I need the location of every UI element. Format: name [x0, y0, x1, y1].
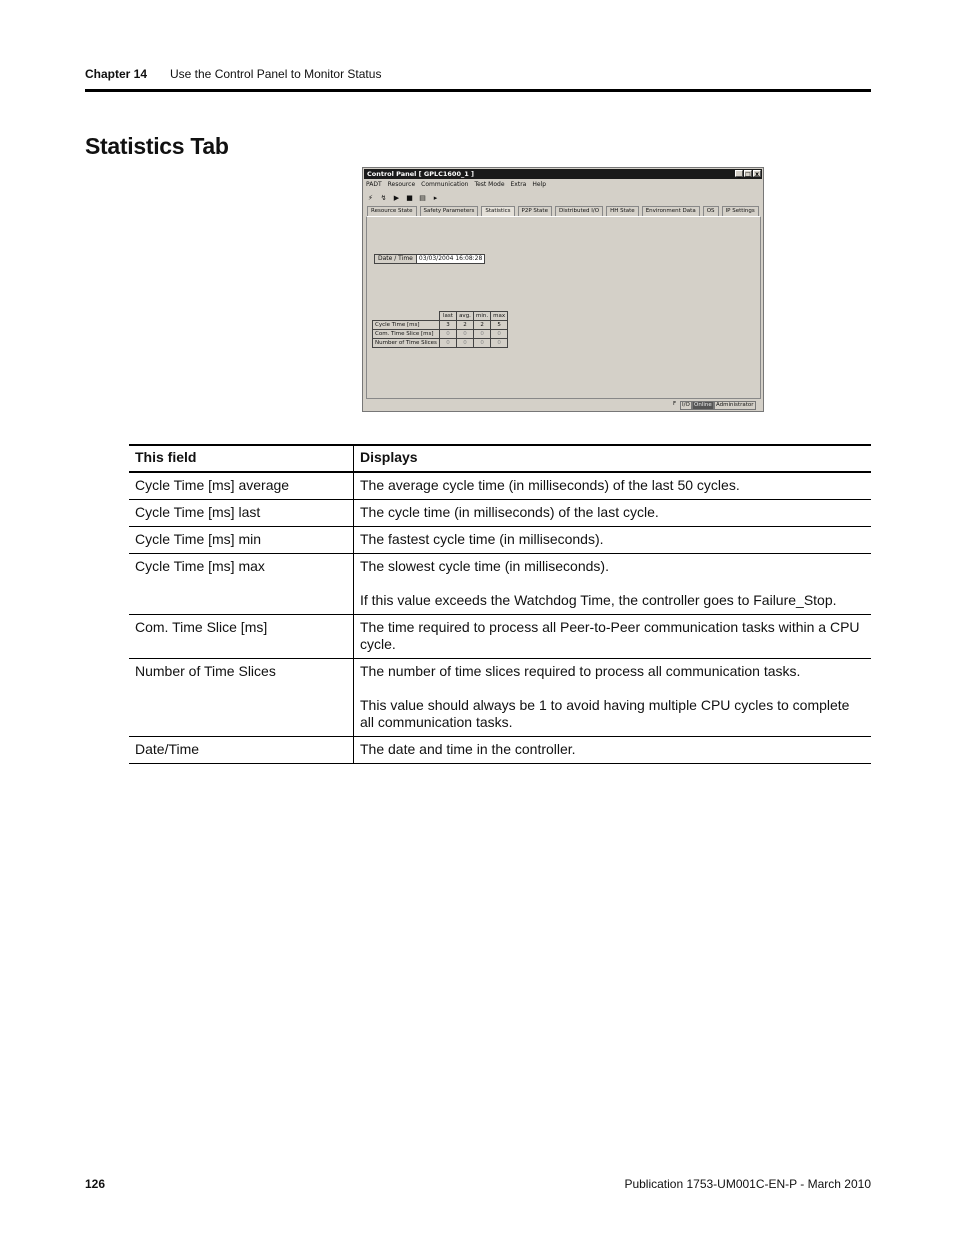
field-name: Cycle Time [ms] min [129, 527, 354, 554]
table-row [129, 500, 871, 527]
stats-cell: 0 [457, 330, 474, 339]
tab-safety-parameters[interactable]: Safety Parameters [420, 206, 479, 216]
menu-test-mode[interactable]: Test Mode [474, 181, 505, 188]
field-name: Cycle Time [ms] average [129, 472, 354, 500]
menu-communication[interactable]: Communication [421, 181, 469, 188]
field-description: The time required to process all Peer-to-Peer communication tasks within a CPU cycle. [354, 615, 872, 659]
table-row [129, 615, 871, 659]
window-titlebar [364, 169, 762, 179]
close-button[interactable]: x [753, 170, 761, 177]
tab-strip [367, 206, 762, 216]
stats-row-name: Number of Time Slices [373, 339, 440, 348]
status-user: Administrator [716, 402, 754, 408]
stats-row-name: Com. Time Slice [ms] [373, 330, 440, 339]
stats-header-last: last [440, 312, 457, 321]
menu-extra[interactable]: Extra [510, 181, 527, 188]
connect-icon[interactable]: ⚡ [368, 193, 373, 202]
control-panel-screenshot [362, 167, 764, 412]
status-online: Online [694, 402, 712, 408]
datetime-value: 03/03/2004 16:08:28 [418, 255, 483, 262]
stats-cell: 3 [440, 321, 457, 330]
field-name: Cycle Time [ms] last [129, 500, 354, 527]
field-name: Number of Time Slices [129, 659, 354, 737]
field-description: The slowest cycle time (in milliseconds). If this value exceeds the Watchdog Time, the controller goes to Failure_Stop. [354, 554, 872, 615]
stats-row [373, 330, 508, 339]
datetime-field [374, 254, 485, 264]
tab-statistics[interactable]: Statistics [481, 206, 514, 216]
section-title: Statistics Tab [85, 133, 229, 159]
menu-resource[interactable]: Resource [387, 181, 416, 188]
stats-cell: 0 [440, 330, 457, 339]
tab-distributed-io[interactable]: Distributed I/O [555, 206, 603, 216]
table-row [129, 659, 871, 737]
field-name: Com. Time Slice [ms] [129, 615, 354, 659]
field-description: The fastest cycle time (in milliseconds). [354, 527, 872, 554]
tab-os[interactable]: OS [703, 206, 719, 216]
step-icon[interactable]: ▸ [433, 193, 438, 202]
tab-p2p-state[interactable]: P2P State [518, 206, 552, 216]
tab-environment-data[interactable]: Environment Data [642, 206, 700, 216]
stats-cell: 2 [474, 321, 491, 330]
table-row [129, 554, 871, 615]
field-description: The cycle time (in milliseconds) of the last cycle. [354, 500, 872, 527]
publication-id: Publication 1753-UM001C-EN-P - March 2010 [624, 1177, 871, 1191]
tab-ip-settings[interactable]: IP Settings [722, 206, 759, 216]
stop-icon[interactable]: ■ [406, 193, 413, 202]
stats-cell: 5 [491, 321, 508, 330]
stats-cell: 0 [440, 339, 457, 348]
menu-padt[interactable]: PADT [366, 181, 382, 188]
column-header-field: This field [129, 445, 354, 472]
page-number: 126 [85, 1177, 106, 1191]
stats-header-max: max [491, 312, 508, 321]
column-header-displays: Displays [354, 445, 872, 472]
status-f: F [673, 401, 677, 407]
statistics-panel [366, 216, 761, 399]
stats-header-min: min. [474, 312, 491, 321]
tab-hh-state[interactable]: HH State [606, 206, 639, 216]
tab-resource-state[interactable]: Resource State [367, 206, 417, 216]
stats-row-name: Cycle Time [ms] [373, 321, 440, 330]
field-description-table [129, 444, 871, 764]
stats-row [373, 339, 508, 348]
stats-cell: 0 [457, 339, 474, 348]
stats-cell: 0 [491, 339, 508, 348]
chapter-title: Use the Control Panel to Monitor Status [170, 67, 382, 81]
minimize-button[interactable]: _ [735, 170, 743, 177]
statistics-grid [372, 311, 508, 348]
table-row [129, 527, 871, 554]
table-row [129, 737, 871, 764]
table-row [129, 472, 871, 500]
chapter-label: Chapter 14 [85, 67, 148, 81]
stats-row [373, 321, 508, 330]
stats-cell: 0 [474, 339, 491, 348]
field-description: The number of time slices required to process all communication tasks. This value should always be 1 to avoid having multiple CPU cycles to complete all communication tasks. [354, 659, 872, 737]
stats-header-avg: avg. [457, 312, 474, 321]
stats-cell: 0 [491, 330, 508, 339]
menu-help[interactable]: Help [532, 181, 547, 188]
datetime-label: Date / Time [375, 255, 417, 263]
header-rule [85, 89, 871, 92]
disconnect-icon[interactable]: ↯ [380, 193, 387, 202]
field-description: The date and time in the controller. [354, 737, 872, 764]
stats-cell: 2 [457, 321, 474, 330]
status-io: I/O [682, 402, 690, 408]
toolbar [366, 192, 440, 203]
menubar [366, 181, 546, 190]
stats-cell: 0 [474, 330, 491, 339]
field-name: Cycle Time [ms] max [129, 554, 354, 615]
maximize-button[interactable]: □ [745, 171, 751, 178]
window-title: Control Panel [ GPLC1600_1 ] [367, 170, 474, 178]
field-name: Date/Time [129, 737, 354, 764]
play-icon[interactable]: ▶ [393, 193, 400, 202]
statusbar [366, 401, 761, 410]
field-description: The average cycle time (in milliseconds) of the last 50 cycles. [354, 472, 872, 500]
download-icon[interactable]: ▤ [419, 193, 426, 202]
